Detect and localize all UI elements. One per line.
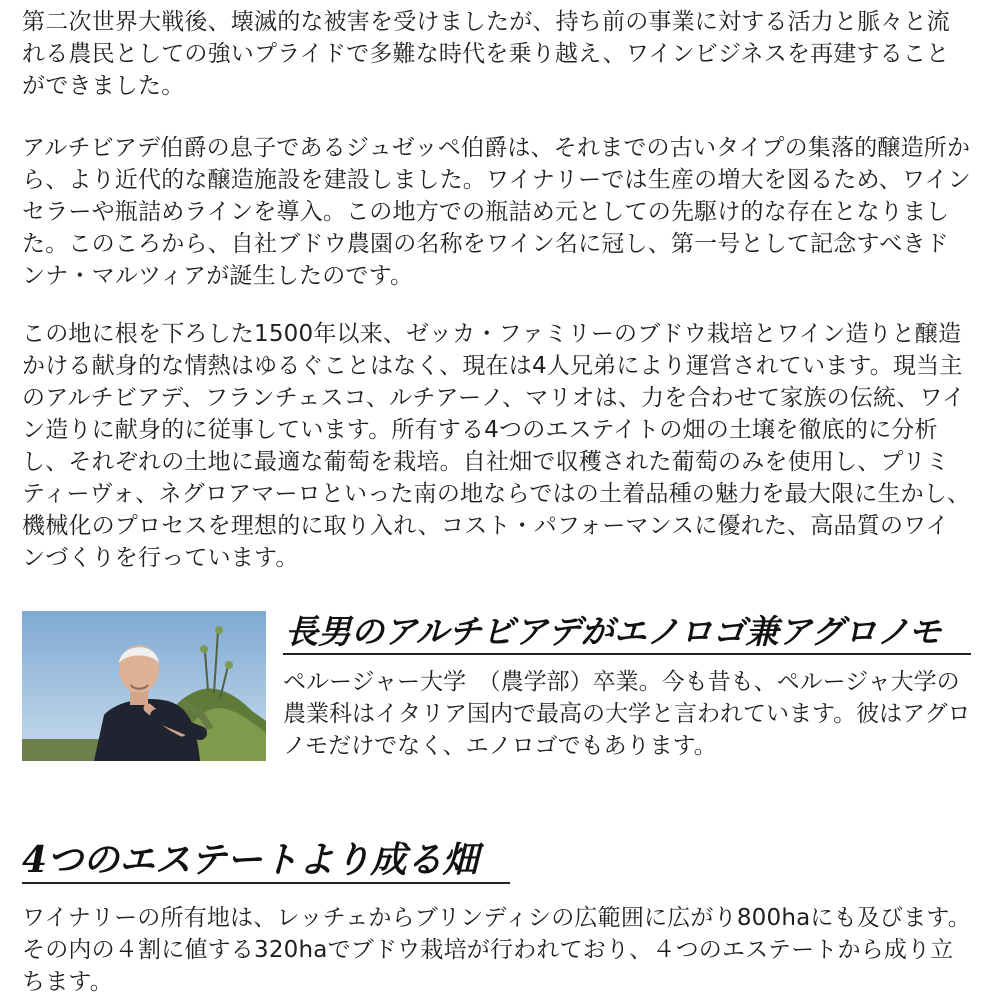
estates-heading-underline <box>22 882 510 884</box>
estates-heading: 4つのエステートより成る畑 <box>22 839 479 881</box>
profile-heading-underline <box>283 653 971 655</box>
profile-heading: 長男のアルチビアデがエノロゴ兼アグロノモ <box>285 612 942 651</box>
estates-paragraph: ワイナリーの所有地は、レッチェからブリンディシの広範囲に広がり800haにも及びます。その内の４割に値する320haでブドウ栽培が行われており、４つのエステートから成り立ちます。 <box>22 905 971 995</box>
portrait-photo-illustration <box>22 611 266 761</box>
history-paragraph-postwar: 第二次世界大戦後、壊滅的な被害を受けましたが、持ち前の事業に対する活力と脈々と流れる農民としての強いプライドで多難な時代を乗り越え、ワインビジネスを再建することができました。 <box>22 9 951 99</box>
history-paragraph-giuseppe: アルチビアデ伯爵の息子であるジュゼッペ伯爵は、それまでの古いタイプの集落的醸造所から、より近代的な醸造施設を建設しました。ワイナリーでは生産の増大を図るため、ワインセラーや瓶詰めラインを導入。この地方での瓶詰め元としての先駆け的な存在となりました。このころから、自社ブドウ農園の名称をワイン名に冠し、第一号として記念すべきドンナ・マルツィアが誕生したのです。 <box>22 135 971 289</box>
portrait-photo <box>22 611 266 761</box>
history-paragraph-family: この地に根を下ろした1500年以来、ゼッカ・ファミリーのブドウ栽培とワイン造りと醸造かける献身的な情熱はゆるぐことはなく、現在は4人兄弟により運営されています。現当主のアルチビアデ、フランチェスコ、ルチアーノ、マリオは、力を合わせて家族の伝統、ワイン造りに献身的に従事しています。所有する4つのエステイトの畑の土壌を徹底的に分析し、それぞれの土地に最適な葡萄を栽培。自社畑で収穫された葡萄のみを使用し、プリミティーヴォ、ネグロアマーロといった南の地ならではの土着品種の魅力を最大限に生かし、機械化のプロセスを理想的に取り入れ、コスト・パフォーマンスに優れた、高品質のワインづくりを行っています。 <box>22 321 971 571</box>
profile-bio: ペルージャー大学 （農学部）卒業。今も昔も、ペルージャ大学の農業科はイタリア国内で最高の大学と言われています。彼はアグロノモだけでなく、エノロゴでもあります。 <box>283 669 971 759</box>
